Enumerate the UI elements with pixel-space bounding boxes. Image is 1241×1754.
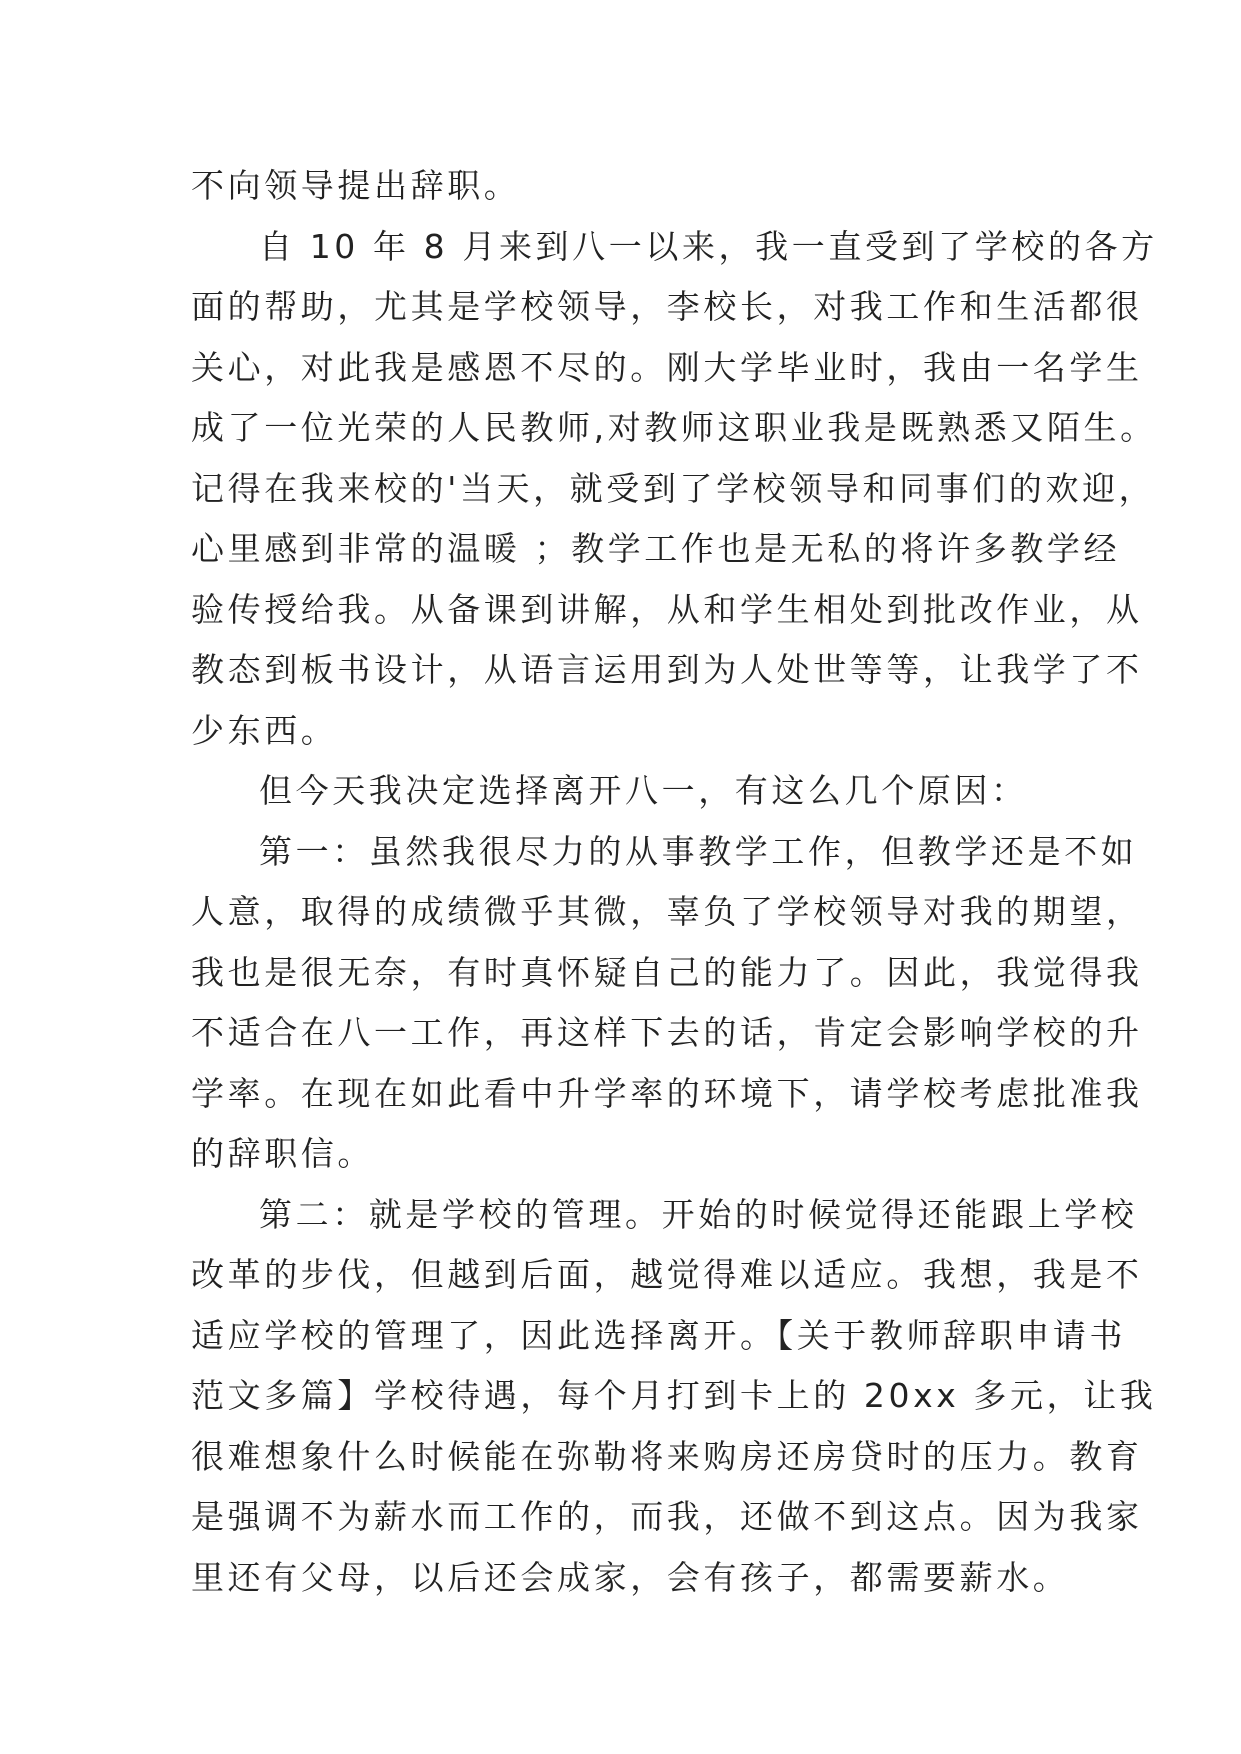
text-line: 面的帮助，尤其是学校领导，李校长，对我工作和生活都很 [191,287,1143,326]
text-line: 适应学校的管理了，因此选择离开。【关于教师辞职申请书 [191,1315,1127,1355]
text-line: 我也是很无奈，有时真怀疑自己的能力了。因此，我觉得我 [191,952,1143,992]
document-body [191,156,1158,1608]
text-line: 范文多篇】学校待遇，每个月打到卡上的 20xx 多元，让我 [191,1376,1157,1415]
paragraph-first-line: 第二：就是学校的管理。开始的时候觉得还能跟上学校 [259,1194,1138,1234]
text-line: 里还有父母，以后还会成家，会有孩子，都需要薪水。 [191,1557,1070,1597]
text-line: 的辞职信。 [191,1134,374,1173]
text-line: 验传授给我。从备课到讲解，从和学生相处到批改作业，从 [191,589,1143,629]
text-line: 改革的步伐，但越到后面，越觉得难以适应。我想，我是不 [191,1255,1143,1294]
paragraph-first-line: 第一：虽然我很尽力的从事教学工作，但教学还是不如 [259,831,1138,871]
text-line: 记得在我来校的'当天，就受到了学校领导和同事们的欢迎， [191,468,1156,508]
text-line: 关心，对此我是感恩不尽的。刚大学毕业时，我由一名学生 [191,347,1143,387]
text-line: 不适合在八一工作，再这样下去的话，肯定会影响学校的升 [191,1013,1143,1052]
paragraph-first-line: 自 10 年 8 月来到八一以来，我一直受到了学校的各方 [259,226,1158,266]
text-line: 不向领导提出辞职。 [191,166,521,205]
text-line: 成了一位光荣的人民教师,对教师这职业我是既熟悉又陌生。 [191,408,1157,447]
text-line: 心里感到非常的温暖 ；教学工作也是无私的将许多教学经 [191,529,1121,568]
text-line: 学率。在现在如此看中升学率的环境下，请学校考虑批准我 [191,1073,1143,1113]
text-line: 人意，取得的成绩微乎其微，辜负了学校领导对我的期望， [191,892,1143,931]
text-line: 少东西。 [191,710,338,750]
text-line: 教态到板书设计，从语言运用到为人处世等等，让我学了不 [191,650,1143,689]
text-line: 是强调不为薪水而工作的，而我，还做不到这点。因为我家 [191,1497,1143,1536]
text-line: 很难想象什么时候能在弥勒将来购房还房贷时的压力。教育 [191,1436,1143,1476]
paragraph-first-line: 但今天我决定选择离开八一，有这么几个原因： [259,771,1028,810]
